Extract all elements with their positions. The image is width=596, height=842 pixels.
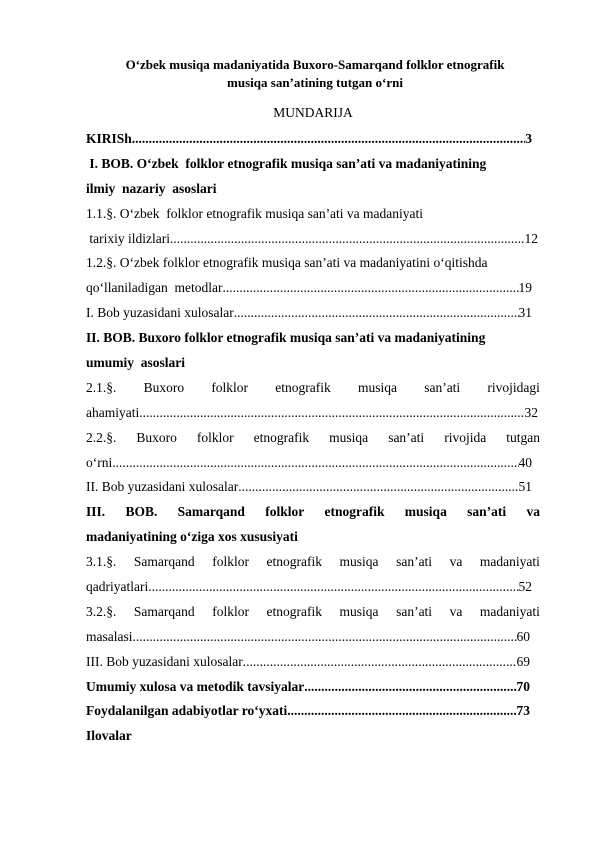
toc-leader (222, 276, 518, 301)
toc-entry-text: 1.1.§. O‘zbek folklor etnografik musiqa san’ati va madaniyati (86, 205, 424, 221)
toc-section-3-1-line-1 (86, 550, 540, 575)
toc-entry-kirish (86, 127, 532, 152)
toc-word: madaniyati (479, 554, 540, 570)
toc-entry-text: tarixiy ildizlari (86, 230, 170, 246)
toc-section-2-1-line-1 (86, 376, 540, 401)
toc-page-number: 40 (518, 454, 532, 470)
toc-word: Samarqand (177, 504, 245, 520)
toc-entry-text: madaniyatining o‘ziga xos xususiyati (86, 529, 298, 545)
toc-section-1-2-line-2 (86, 276, 532, 301)
toc-section-3-2-line-2 (86, 625, 530, 650)
toc-word: san’ati (396, 603, 433, 619)
toc-section-1-2-line-1 (86, 251, 540, 276)
toc-word: san’ati (388, 429, 425, 445)
toc-entry-text: o‘rni (86, 454, 113, 470)
toc-entry-text: ilmiy nazariy asoslari (86, 180, 217, 196)
toc-summary-1 (86, 301, 532, 326)
toc-word: etnografik (275, 379, 331, 395)
toc-section-1-1-line-2 (86, 227, 538, 252)
toc-chapter-1-line-2 (86, 177, 540, 202)
table-of-contents (86, 127, 540, 749)
toc-word: 3.1.§. (86, 554, 117, 570)
toc-leader (238, 475, 518, 500)
toc-word: etnografik (253, 429, 310, 445)
toc-chapter-2-line-2 (86, 351, 540, 376)
toc-heading: MUNDARIJA (273, 105, 353, 120)
toc-page-number: 73 (516, 703, 530, 719)
toc-word: madaniyati (479, 603, 540, 619)
toc-word: etnografik (266, 603, 322, 619)
toc-page-number: 19 (518, 280, 532, 296)
toc-leader (287, 699, 516, 724)
toc-word: folklor (212, 554, 249, 570)
toc-leader (148, 575, 518, 600)
toc-section-1-1-line-1 (86, 202, 540, 227)
toc-word: Buxoro (143, 379, 185, 395)
toc-page-number: 69 (516, 653, 530, 669)
toc-word: va (449, 554, 463, 570)
toc-section-2-2-line-1 (86, 426, 540, 451)
toc-word: 3.2.§. (86, 603, 117, 619)
toc-entry-text: I. Bob yuzasidani xulosalar (86, 305, 234, 321)
title-line-1: O‘zbek musiqa madaniyatida Buxoro-Samarqand folklor etnografik (125, 57, 505, 72)
toc-chapter-1-line-1 (86, 152, 540, 177)
toc-entry-text: II. BOB. Buxoro folklor etnografik musiqa san’ati va madaniyatining (86, 330, 486, 346)
toc-word: san’ati (396, 554, 433, 570)
toc-word: musiqa (404, 504, 447, 520)
toc-chapter-3-line-2 (86, 525, 540, 550)
toc-word: san’ati (467, 504, 507, 520)
toc-entry-text: Foydalanilgan adabiyotlar ro‘yxati (86, 703, 288, 719)
toc-word: etnografik (324, 504, 385, 520)
toc-word: III. (86, 504, 106, 520)
toc-word: musiqa (339, 554, 379, 570)
toc-summary-2 (86, 475, 532, 500)
toc-word: Samarqand (133, 554, 195, 570)
toc-entry-text: Ilovalar (86, 728, 132, 744)
toc-summary-3 (86, 650, 530, 675)
toc-leader (304, 675, 516, 700)
toc-section-2-1-line-2 (86, 401, 538, 426)
toc-section-2-2-line-2 (86, 451, 532, 476)
toc-word: va (526, 504, 540, 520)
toc-leader (139, 401, 524, 426)
toc-page-number: 52 (518, 579, 532, 595)
toc-leader (234, 301, 519, 326)
toc-page-number: 31 (518, 305, 532, 321)
toc-section-3-1-line-2 (86, 575, 532, 600)
toc-leader (133, 625, 517, 650)
toc-page-number: 70 (516, 678, 530, 694)
toc-word: folklor (265, 504, 305, 520)
toc-word: etnografik (266, 554, 322, 570)
toc-word: va (449, 603, 463, 619)
toc-chapter-3-line-1 (86, 500, 540, 525)
toc-entry-text: Umumiy xulosa va metodik tavsiyalar (86, 678, 305, 694)
toc-page-number: 12 (524, 230, 538, 246)
toc-leader (243, 650, 517, 675)
toc-entry-text: qadriyatlari (86, 579, 149, 595)
toc-page-number: 60 (516, 628, 530, 644)
toc-entry-text: 1.2.§. O‘zbek folklor etnografik musiqa san’ati va madaniyatini o‘qitishda (86, 255, 488, 271)
toc-leader (112, 451, 518, 476)
toc-leader (170, 227, 525, 252)
toc-page-number: 3 (525, 131, 532, 146)
toc-word: musiqa (339, 603, 379, 619)
toc-entry-text: qo‘llaniladigan metodlar (86, 280, 223, 296)
toc-word: folklor (196, 429, 234, 445)
toc-word: BOB. (125, 504, 158, 520)
toc-word: 2.1.§. (86, 379, 117, 395)
title-line-2: musiqa san’atining tutgan o‘rni (227, 75, 403, 90)
toc-appendix (86, 724, 540, 749)
toc-entry-text: I. BOB. O‘zbek folklor etnografik musiqa san’ati va madaniyatining (86, 155, 487, 171)
toc-entry-text: II. Bob yuzasidani xulosalar (86, 479, 239, 495)
toc-references (86, 699, 530, 724)
toc-page-number: 51 (518, 479, 532, 495)
toc-word: Samarqand (133, 603, 195, 619)
toc-word: rivojida (444, 429, 487, 445)
toc-word: folklor (211, 379, 249, 395)
toc-word: musiqa (357, 379, 397, 395)
toc-chapter-2-line-1 (86, 326, 540, 351)
toc-conclusion (86, 675, 530, 700)
toc-page-number: 32 (524, 404, 538, 420)
toc-entry-text: ahamiyati (86, 404, 140, 420)
toc-leader (132, 127, 525, 152)
toc-entry-text: masalasi (86, 628, 133, 644)
toc-word: musiqa (329, 429, 369, 445)
toc-word: tutgan (506, 429, 540, 445)
toc-word: san’ati (424, 379, 461, 395)
toc-entry-text: umumiy asoslari (86, 355, 186, 371)
document-title (90, 56, 540, 92)
toc-word: rivojidagi (487, 379, 540, 395)
toc-word: 2.2.§. (86, 429, 117, 445)
toc-section-3-2-line-1 (86, 600, 540, 625)
toc-word: Buxoro (136, 429, 177, 445)
toc-entry-text: III. Bob yuzasidani xulosalar (86, 653, 243, 669)
toc-entry-text: KIRISh (86, 131, 132, 146)
toc-word: folklor (212, 603, 249, 619)
